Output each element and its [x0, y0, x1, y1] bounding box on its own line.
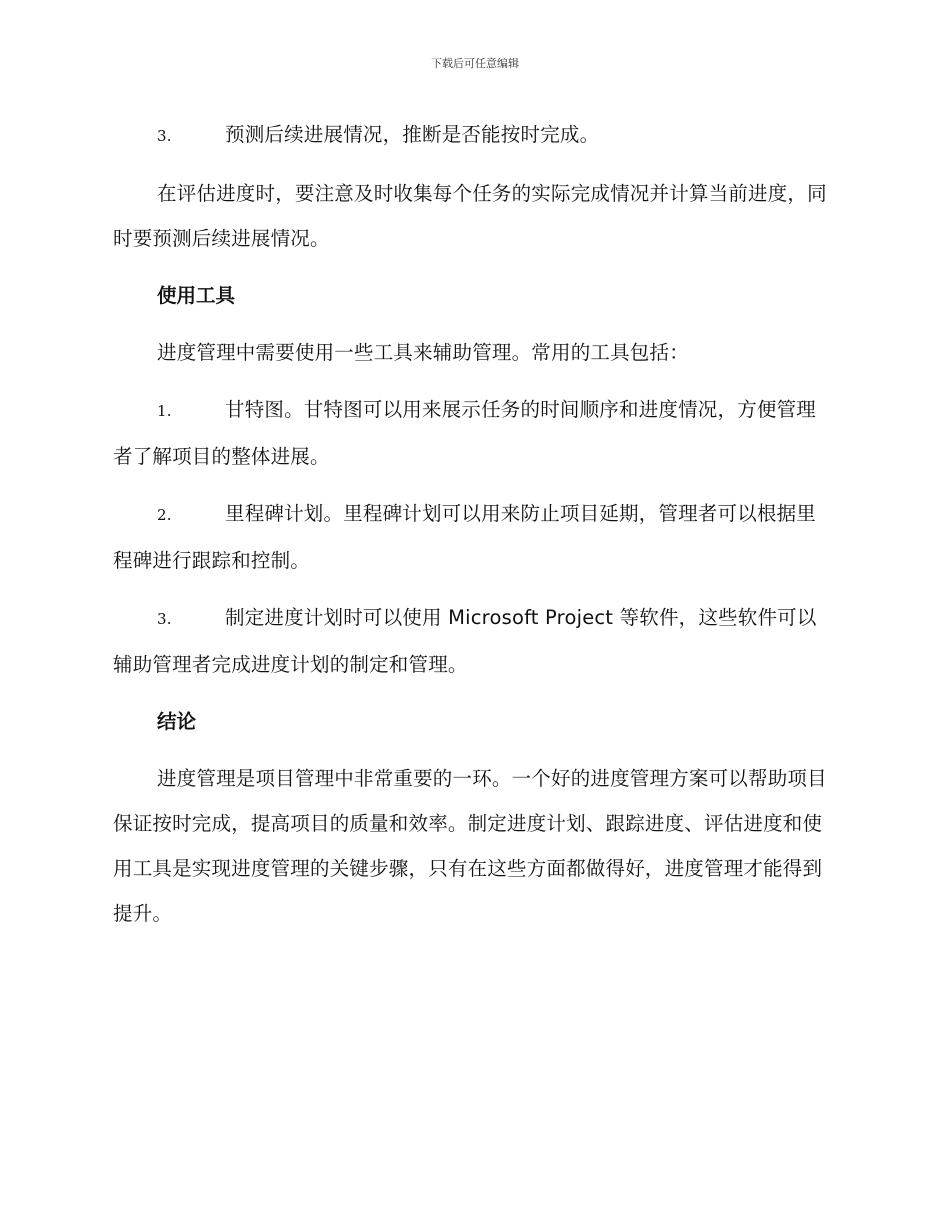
list-item-gantt [113, 387, 835, 479]
section-heading-tools: 使用工具 [157, 284, 236, 307]
list-item-text: 甘特图。甘特图可以用来展示任务的时间顺序和进度情况，方便管理者了解项目的整体进展。 [113, 398, 817, 468]
list-item-software [113, 595, 835, 687]
list-item-number: 3. [157, 127, 172, 145]
paragraph-tools-intro: 进度管理中需要使用一些工具来辅助管理。常用的工具包括： [157, 341, 689, 364]
section-heading-conclusion: 结论 [157, 710, 197, 733]
list-item-text: 里程碑计划。里程碑计划可以用来防止项目延期，管理者可以根据里程碑进行跟踪和控制。 [113, 502, 817, 572]
list-item-milestone [113, 491, 835, 583]
list-item-text: 制定进度计划时可以使用 Microsoft Project 等软件，这些软件可以辅助管理者完成进度计划的制定和管理。 [113, 606, 817, 676]
document-body [113, 112, 835, 948]
list-item-text: 预测后续进展情况，推断是否能按时完成。 [225, 123, 600, 146]
list-item-number: 2. [157, 506, 172, 524]
page-header: 下载后可任意编辑 [431, 57, 519, 70]
paragraph-conclusion: 进度管理是项目管理中非常重要的一环。一个好的进度管理方案可以帮助项目保证按时完成，提高项目的质量和效率。制定进度计划、跟踪进度、评估进度和使用工具是实现进度管理的关键步骤，只有在这些方面都做得好，进度管理才能得到提升。 [113, 767, 827, 925]
list-item-number: 3. [157, 610, 172, 628]
list-item-predict [113, 112, 835, 159]
paragraph-evaluation-note: 在评估进度时，要注意及时收集每个任务的实际完成情况并计算当前进度，同时要预测后续进展情况。 [113, 182, 827, 250]
list-item-number: 1. [157, 402, 172, 420]
